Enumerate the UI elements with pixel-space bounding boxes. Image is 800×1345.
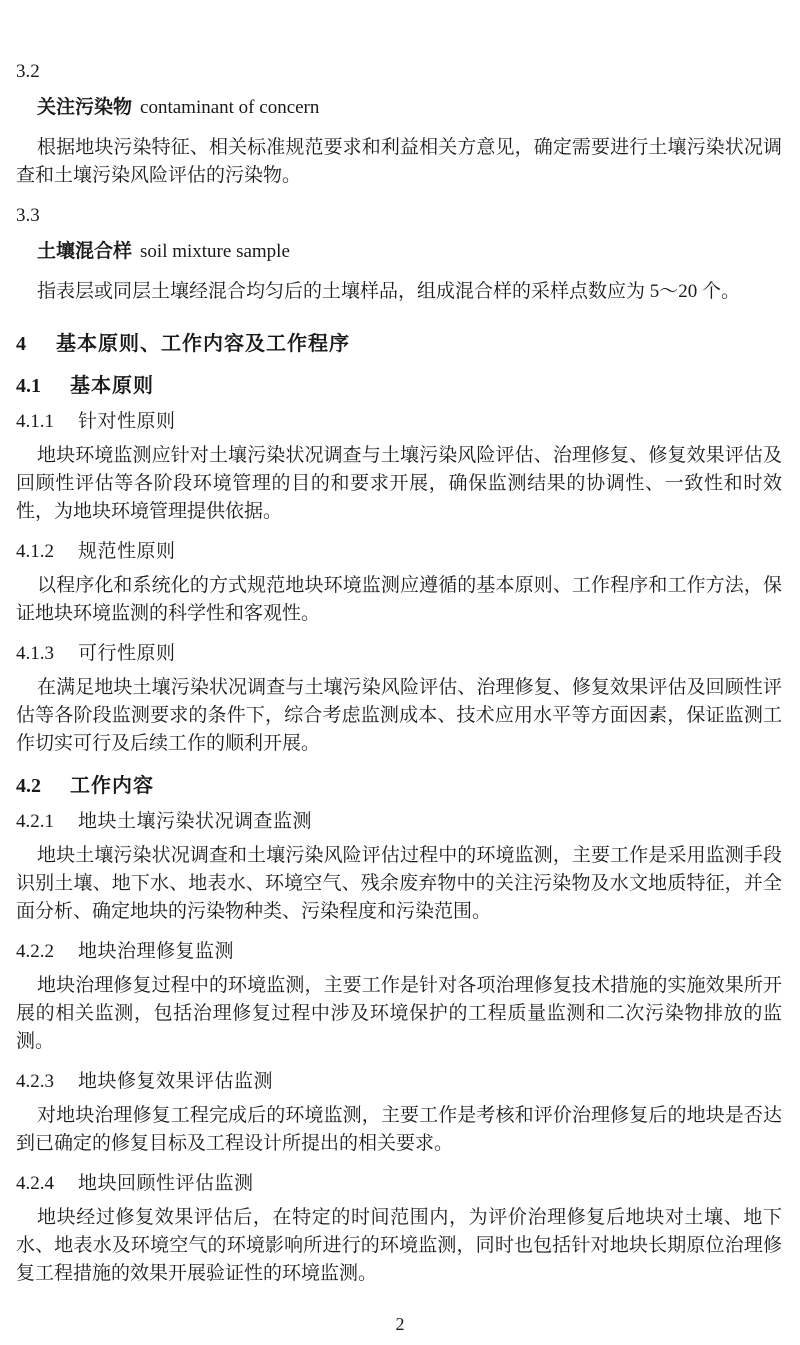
subsection-number: 4.2.4 (16, 1173, 54, 1194)
subsection-title: 规范性原则 (78, 541, 176, 562)
paragraph: 以程序化和系统化的方式规范地块环境监测应遵循的基本原则、工作程序和工作方法，保证地块环境监测的科学性和客观性。 (16, 575, 782, 624)
page-number: 2 (395, 1314, 405, 1334)
subsection-title: 地块回顾性评估监测 (78, 1173, 254, 1194)
section-number: 4.2 (16, 775, 41, 797)
subsection-heading (16, 1170, 782, 1198)
paragraph: 对地块治理修复工程完成后的环境监测，主要工作是考核和评价治理修复后的地块是否达到已确定的修复目标及工程设计所提出的相关要求。 (16, 1105, 782, 1154)
subsection-title: 可行性原则 (78, 643, 176, 664)
term-name-zh: 土壤混合样 (37, 241, 133, 262)
subsection-number: 4.1.2 (16, 541, 54, 562)
paragraph: 地块土壤污染状况调查和土壤污染风险评估过程中的环境监测，主要工作是采用监测手段识别土壤、地下水、地表水、环境空气、残余废弃物中的关注污染物及水文地质特征，并全面分析、确定地块的污染物种类、污染程度和污染范围。 (16, 845, 782, 922)
section-title: 基本原则 (70, 375, 154, 397)
subsection-heading (16, 1068, 782, 1096)
subsection-title: 地块土壤污染状况调查监测 (78, 811, 313, 832)
subsection-number: 4.1.3 (16, 643, 54, 664)
subsection-heading (16, 808, 782, 836)
subsection-title: 地块修复效果评估监测 (78, 1071, 274, 1092)
subsection-heading (16, 938, 782, 966)
subsection-number: 4.2.3 (16, 1071, 54, 1092)
subsection-heading (16, 408, 782, 436)
subsection-number: 4.2.1 (16, 811, 54, 832)
section-title: 工作内容 (70, 775, 154, 797)
subsection-title: 针对性原则 (78, 411, 176, 432)
paragraph: 指表层或同层土壤经混合均匀后的土壤样品，组成混合样的采样点数应为 5～20 个。 (37, 281, 741, 302)
section-number: 4.1 (16, 375, 41, 397)
paragraph: 在满足地块土壤污染状况调查与土壤污染风险评估、治理修复、修复效果评估及回顾性评估等各阶段监测要求的条件下，综合考虑监测成本、技术应用水平等方面因素，保证监测工作切实可行及后续工作的顺利开展。 (16, 677, 782, 754)
term-number: 3.3 (16, 205, 40, 226)
term-heading (16, 238, 782, 266)
paragraph: 地块治理修复过程中的环境监测，主要工作是针对各项治理修复技术措施的实施效果所开展的相关监测，包括治理修复过程中涉及环境保护的工程质量监测和二次污染物排放的监测。 (16, 975, 782, 1052)
section-heading (16, 772, 782, 800)
subsection-title: 地块治理修复监测 (78, 941, 235, 962)
chapter-number: 4 (16, 333, 26, 355)
chapter-heading (16, 330, 782, 358)
term-name-en: soil mixture sample (140, 241, 290, 262)
paragraph: 根据地块污染特征、相关标准规范要求和利益相关方意见，确定需要进行土壤污染状况调查和土壤污染风险评估的污染物。 (16, 137, 782, 186)
subsection-heading (16, 538, 782, 566)
subsection-number: 4.1.1 (16, 411, 54, 432)
term-heading (16, 94, 782, 122)
paragraph: 地块经过修复效果评估后，在特定的时间范围内，为评价治理修复后地块对土壤、地下水、地表水及环境空气的环境影响所进行的环境监测，同时也包括针对地块长期原位治理修复工程措施的效果开展验证性的环境监测。 (16, 1207, 782, 1284)
chapter-title: 基本原则、工作内容及工作程序 (56, 333, 350, 355)
paragraph: 地块环境监测应针对土壤污染状况调查与土壤污染风险评估、治理修复、修复效果评估及回顾性评估等各阶段环境管理的目的和要求开展，确保监测结果的协调性、一致性和时效性，为地块环境管理提供依据。 (16, 445, 782, 522)
term-number: 3.2 (16, 61, 40, 82)
subsection-heading (16, 640, 782, 668)
term-name-en: contaminant of concern (140, 97, 320, 118)
section-heading (16, 372, 782, 400)
term-name-zh: 关注污染物 (37, 97, 133, 118)
subsection-number: 4.2.2 (16, 941, 54, 962)
